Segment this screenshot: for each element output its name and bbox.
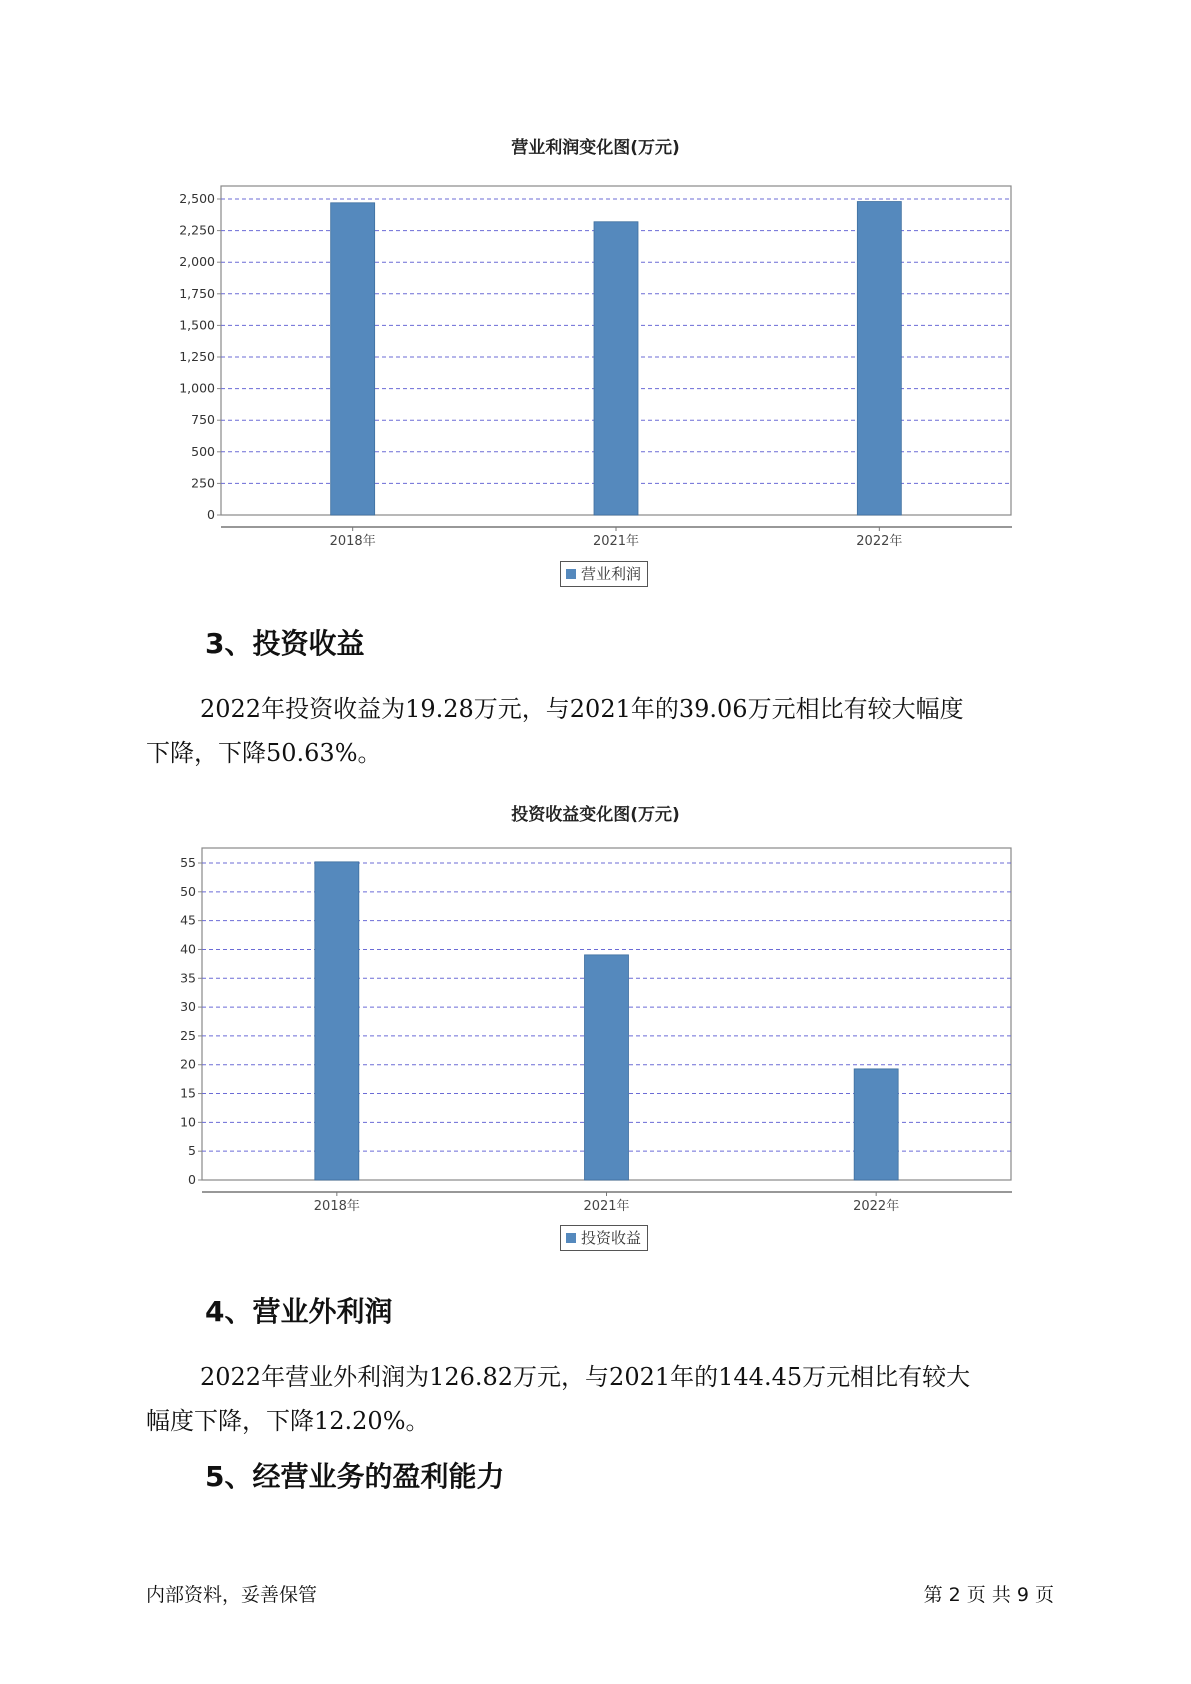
x-tick-label: 2022年 — [856, 534, 903, 549]
x-tick-label: 2018年 — [313, 1199, 360, 1214]
y-tick-label: 750 — [191, 412, 215, 428]
paragraph-line: 下降，下降50.63%。 — [146, 739, 382, 767]
x-tick-label: 2021年 — [592, 534, 640, 549]
y-tick-label: 45 — [180, 912, 196, 928]
y-tick-label: 40 — [180, 941, 196, 957]
legend-swatch — [566, 1233, 576, 1243]
y-tick-label: 20 — [180, 1056, 196, 1072]
y-tick-label: 10 — [180, 1114, 196, 1130]
footer-page-number: 第 2 页 共 9 页 — [923, 1584, 1054, 1606]
y-tick-label: 250 — [191, 475, 215, 491]
y-tick-label: 5 — [188, 1143, 196, 1159]
investment-income-chart — [0, 800, 1191, 1260]
bar — [585, 955, 629, 1180]
y-tick-label: 35 — [180, 970, 196, 986]
y-tick-label: 1,750 — [179, 285, 215, 301]
bar — [315, 862, 359, 1180]
section-heading-profitability: 5、经营业务的盈利能力 — [205, 1460, 505, 1493]
y-tick-label: 1,000 — [179, 380, 215, 396]
y-tick-label: 25 — [180, 1027, 196, 1043]
chart-canvas — [0, 0, 1191, 560]
legend-label: 投资收益 — [581, 1229, 642, 1247]
y-tick-label: 0 — [188, 1172, 196, 1187]
y-tick-label: 500 — [191, 443, 215, 459]
legend-label: 营业利润 — [581, 565, 642, 583]
bar — [331, 203, 375, 515]
paragraph-line: 2022年营业外利润为126.82万元，与2021年的144.45万元相比有较大 — [200, 1363, 971, 1391]
legend-swatch — [566, 569, 576, 579]
x-tick-label: 2018年 — [329, 534, 376, 549]
y-tick-label: 2,000 — [179, 254, 215, 270]
y-tick-label: 0 — [207, 507, 215, 522]
operating-profit-chart — [0, 0, 1191, 583]
bar — [594, 222, 638, 515]
section-heading-non-operating-profit: 4、营业外利润 — [205, 1295, 393, 1328]
chart-title: 投资收益变化图(万元) — [511, 805, 680, 825]
section-heading-investment-income: 3、投资收益 — [205, 627, 365, 660]
chart-legend — [560, 561, 648, 587]
y-tick-label: 50 — [180, 883, 196, 899]
x-tick-label: 2022年 — [853, 1199, 900, 1214]
x-tick-label: 2021年 — [583, 1199, 630, 1214]
y-tick-label: 15 — [180, 1085, 196, 1101]
paragraph-line: 幅度下降，下降12.20%。 — [146, 1407, 430, 1435]
footer-confidential-note: 内部资料，妥善保管 — [146, 1584, 318, 1606]
y-tick-label: 2,500 — [179, 191, 215, 206]
y-tick-label: 30 — [180, 999, 196, 1015]
y-tick-label: 55 — [180, 855, 196, 870]
y-tick-label: 2,250 — [179, 222, 215, 238]
y-tick-label: 1,500 — [179, 317, 215, 333]
paragraph-line: 2022年投资收益为19.28万元，与2021年的39.06万元相比有较大幅度 — [200, 695, 964, 723]
chart-legend — [560, 1225, 648, 1251]
investment-income-paragraph — [146, 687, 1046, 775]
non-operating-profit-paragraph — [146, 1355, 1046, 1443]
bar — [857, 202, 901, 515]
chart-title: 营业利润变化图(万元) — [511, 138, 680, 158]
y-tick-label: 1,250 — [179, 349, 215, 364]
chart-canvas — [0, 800, 1191, 1260]
bar — [854, 1069, 898, 1180]
